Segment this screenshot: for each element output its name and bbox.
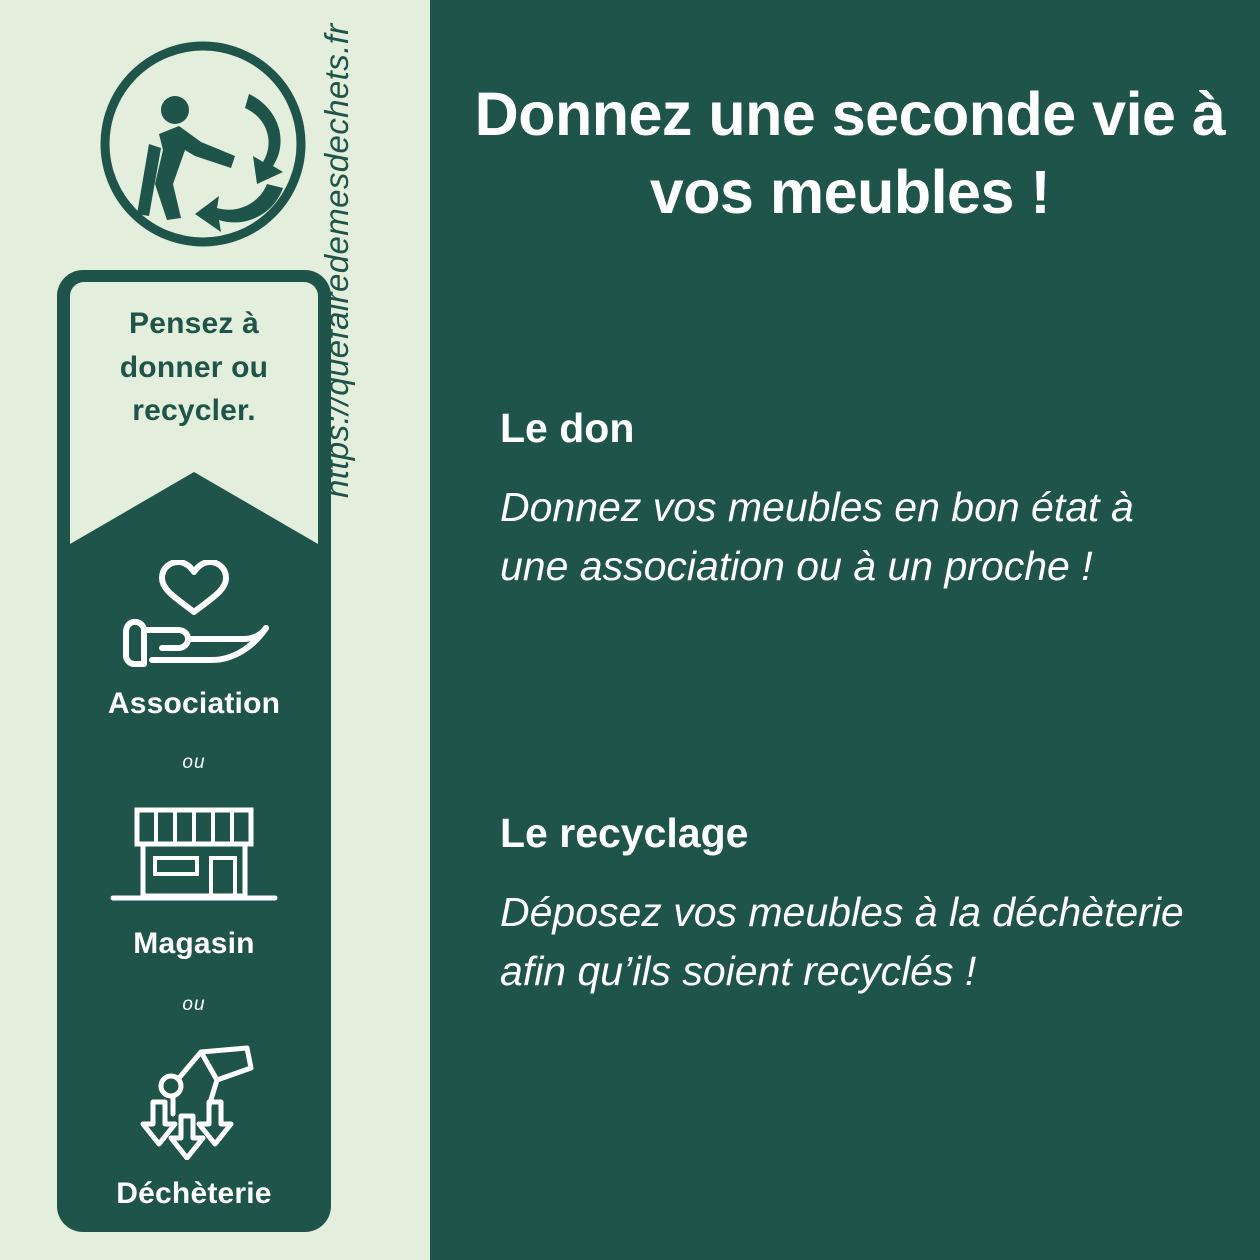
step-association-label: Association [107, 687, 281, 720]
section-le-don-body: Donnez vos meubles en bon état à une association ou à un proche ! [500, 484, 1134, 590]
step-magasin-label: Magasin [133, 927, 255, 960]
separator-or-1: ou [182, 752, 206, 773]
step-association [57, 560, 331, 721]
website-url[interactable]: https://quefairedemesdechets.fr [318, 23, 355, 498]
shop-icon [57, 800, 331, 915]
step-dechterie [57, 1040, 331, 1211]
separator-or-2: ou [182, 994, 206, 1015]
banner-line-3: recycler. [132, 394, 256, 427]
section-le-don [500, 405, 1200, 596]
person-recycling-logo [97, 38, 309, 250]
step-magasin [57, 800, 331, 961]
banner-line-2: donner ou [119, 350, 269, 384]
banner-notch [70, 472, 318, 544]
section-le-recyclage-body: Déposez vos meubles à la déchèterie afin qu’ils soient recyclés ! [500, 889, 1184, 995]
section-le-don-title: Le don [500, 405, 635, 451]
hand-heart-icon [57, 560, 331, 675]
banner-text [70, 302, 318, 433]
banner-line-1: Pensez à [128, 307, 259, 340]
section-le-recyclage [500, 810, 1200, 1001]
recycling-center-icon [57, 1040, 331, 1165]
section-le-recyclage-title: Le recyclage [500, 810, 749, 856]
page-title: Donnez une seconde vie à vos meubles ! [474, 80, 1226, 227]
step-dechterie-label: Déchèterie [116, 1177, 272, 1210]
